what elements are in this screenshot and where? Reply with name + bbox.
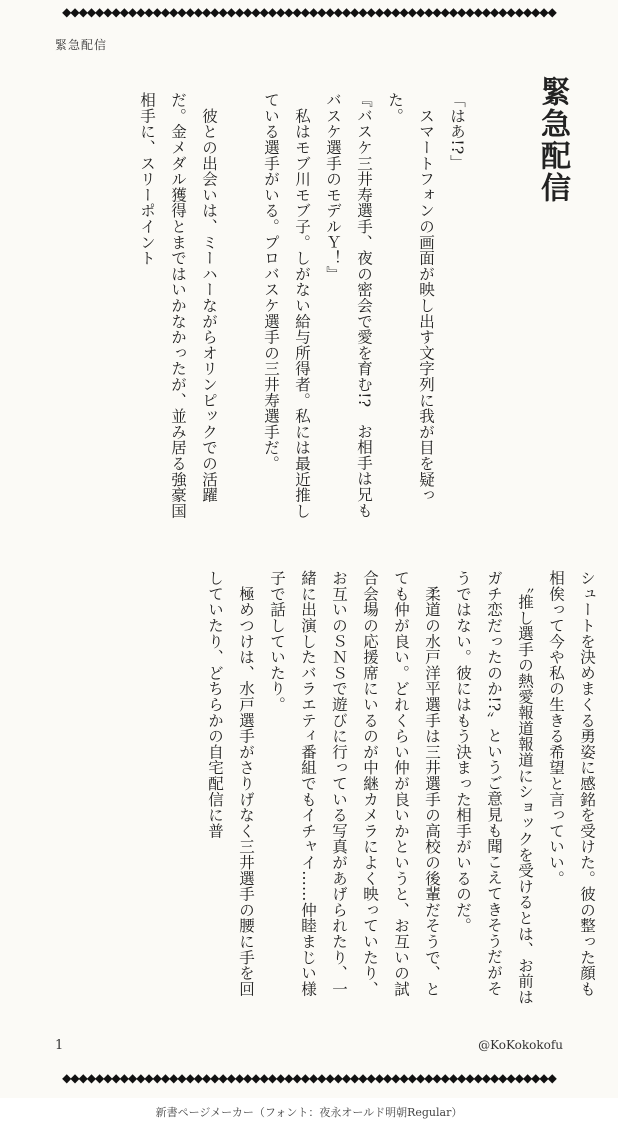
paragraph: 彼との出会いは、ミーハーながらオリンピックでの活躍だ。金メダル獲得とまではいかなかったが、並み居る強豪国相手に、スリーポイント [138, 92, 218, 519]
author-handle: @KoKokokofu [478, 1038, 563, 1052]
bottom-diamond-border: ◆◆◆◆◆◆◆◆◆◆◆◆◆◆◆◆◆◆◆◆◆◆◆◆◆◆◆◆◆◆◆◆◆◆◆◆◆◆◆◆◆◆◆◆◆◆◆◆◆◆◆◆◆◆◆◆◆◆◆◆ [62, 1071, 556, 1085]
paragraph: 「はあ!?」 [448, 92, 466, 171]
paragraph: スマートフォンの画面が映し出す文字列に我が目を疑った。 [386, 92, 435, 503]
chapter-title: 緊急配信 [535, 76, 570, 204]
paragraph: 柔道の水戸洋平選手は三井選手の高校の後輩だそうで、とても仲が良い。どれくらい仲が良いかというと、お互いの試合会場の応援席にいるのが中継カメラによく映っていたり、お互いのＳＮＳで遊びに行っている写真があげられたり、一緒に出演したバラエティ番組でもイチャイ……仲睦まじい様子で話していたり。 [268, 570, 441, 997]
paragraph: 『バスケ三井寿選手、夜の密会で愛を育む!? お相手は兄もバスケ選手のモデルＹ！』 [324, 92, 373, 518]
upper-text-block [52, 92, 472, 522]
paragraph: 〝推し選手の熱愛報道報道にショックを受けるとは、お前はガチ恋だったのか!?〟というご意見も聞こえてきそうだがそうではない。彼にはもう決まった相手がいるのだ。 [454, 570, 534, 1005]
paragraph: シュートを決めまくる勇姿に感銘を受けた。彼の整った顔も相俟って今や私の生きる希望と言っていい。 [547, 570, 596, 997]
generator-credit: 新書ページメーカー（フォント：夜永オールド明朝Regular） [155, 1106, 463, 1119]
lower-text-block [52, 570, 602, 1010]
top-diamond-border: ◆◆◆◆◆◆◆◆◆◆◆◆◆◆◆◆◆◆◆◆◆◆◆◆◆◆◆◆◆◆◆◆◆◆◆◆◆◆◆◆◆◆◆◆◆◆◆◆◆◆◆◆◆◆◆◆◆◆◆◆ [62, 5, 556, 19]
paragraph: 極めつけは、水戸選手がさりげなく三井選手の腰に手を回していたり、どちらかの自宅配信に普 [206, 570, 255, 997]
paragraph: 私はモブ川モブ子。しがない給与所得者。私には最近推している選手がいる。プロバスケ選手の三井寿選手だ。 [262, 92, 311, 519]
running-header: 緊急配信 [55, 38, 108, 52]
page-number: 1 [55, 1038, 64, 1053]
